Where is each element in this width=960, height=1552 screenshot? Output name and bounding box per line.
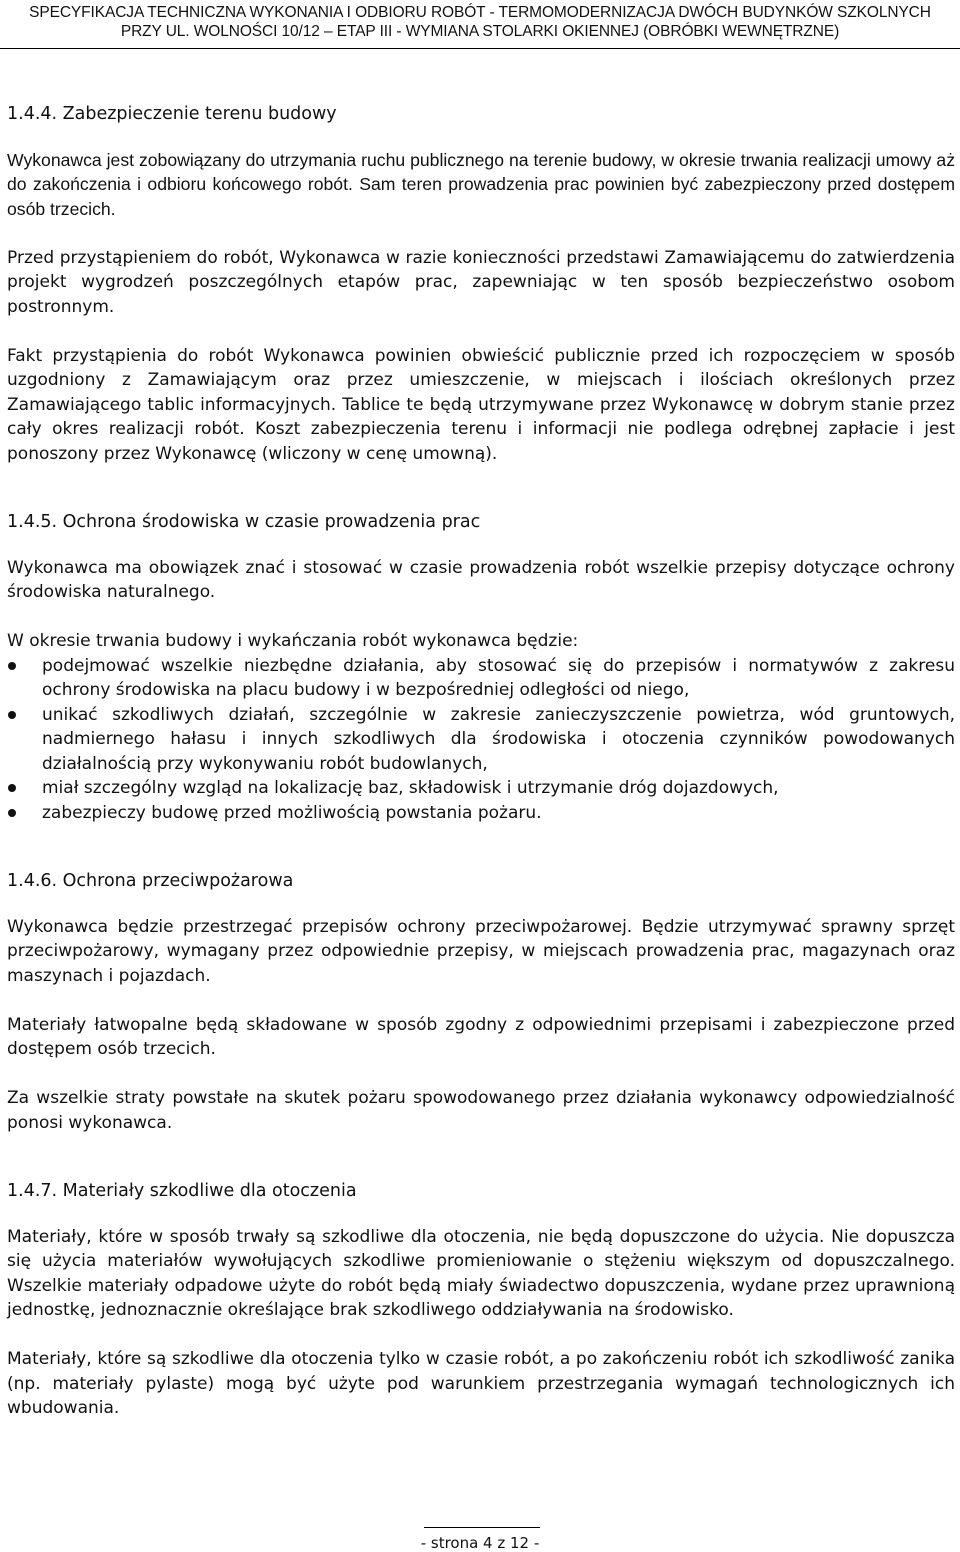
paragraph: Wykonawca będzie przestrzegać przepisów ochrony przeciwpożarowej. Będzie utrzymywać sprawny sprzęt przeciwpożarowy, wymagany przez odpowiednie przepisy, w miejscach prowadzenia prac, magazynach oraz maszynach i pojazdach. bbox=[7, 916, 955, 986]
list-item bbox=[7, 776, 955, 801]
footer-divider bbox=[424, 1527, 540, 1528]
section-heading-1-4-5: 1.4.5. Ochrona środowiska w czasie prowadzenia prac bbox=[7, 512, 481, 532]
bullet-list bbox=[7, 654, 955, 826]
paragraph: Materiały łatwopalne będą składowane w sposób zgodny z odpowiednimi przepisami i zabezpieczone przed dostępem osób trzecich. bbox=[7, 1014, 955, 1059]
section-heading-1-4-7: 1.4.7. Materiały szkodliwe dla otoczenia bbox=[7, 1181, 357, 1201]
paragraph: Materiały, które są szkodliwe dla otoczenia tylko w czasie robót, a po zakończeniu robót ich szkodliwość zanika (np. materiały pylaste) mogą być użyte pod warunkiem przestrzegania wymagań technologicznych ich wbudowania. bbox=[7, 1349, 955, 1418]
list-item bbox=[7, 801, 955, 826]
bullet-icon bbox=[8, 711, 16, 719]
paragraph: W okresie trwania budowy i wykańczania robót wykonawca będzie: bbox=[7, 631, 579, 651]
document-header bbox=[0, 0, 960, 49]
section-heading-1-4-4: 1.4.4. Zabezpieczenie terenu budowy bbox=[7, 104, 337, 124]
bullet-icon bbox=[8, 662, 16, 670]
document-body bbox=[7, 102, 955, 1421]
list-item bbox=[7, 703, 955, 777]
paragraph: Materiały, które w sposób trwały są szkodliwe dla otoczenia, nie będą dopuszczone do użycia. Nie dopuszcza się użycia materiałów wywołujących szkodliwe promieniowanie o stężeniu większym od dopuszczalnego. Wszelkie materiały odpadowe użyte do robót będą miały świadectwo dopuszczenia, wydane przez uprawnioną jednostkę, jednoznacznie określające brak szkodliwego oddziaływania na środowisko. bbox=[7, 1226, 955, 1320]
paragraph: Za wszelkie straty powstałe na skutek pożaru spowodowanego przez działania wykonawcy odpowiedzialność ponosi wykonawca. bbox=[7, 1088, 955, 1133]
bullet-icon bbox=[8, 809, 16, 817]
list-item-text: zabezpieczy budowę przed możliwością powstania pożaru. bbox=[42, 802, 542, 823]
list-item bbox=[7, 654, 955, 703]
list-item-text: unikać szkodliwych działań, szczególnie w zakresie zanieczyszczenie powietrza, wód gruntowych, nadmiernego hałasu i innych szkodliwych dla środowiska i otoczenia czynników powodowanych działalnością przy wykonywaniu robót budowlanych, bbox=[42, 704, 955, 774]
page-number: - strona 4 z 12 - bbox=[420, 1534, 540, 1552]
paragraph: Wykonawca jest zobowiązany do utrzymania ruchu publicznego na terenie budowy, w okresie trwania realizacji umowy aż do zakończenia i odbioru końcowego robót. Sam teren prowadzenia prac powinien być zabezpieczony przed dostępem osób trzecich. bbox=[7, 149, 955, 219]
section-heading-1-4-6: 1.4.6. Ochrona przeciwpożarowa bbox=[7, 871, 294, 891]
list-item-text: miał szczególny wzgląd na lokalizację baz, składowisk i utrzymanie dróg dojazdowych, bbox=[42, 778, 779, 798]
paragraph: Fakt przystąpienia do robót Wykonawca powinien obwieścić publicznie przed ich rozpoczęciem w sposób uzgodniony z Zamawiającym oraz przez umieszczenie, w miejscach i ilościach określonych przez Zamawiającego tablic informacyjnych. Tablice te będą utrzymywane przez Wykonawcę w dobrym stanie przez cały okres realizacji robót. Koszt zabezpieczenia terenu i informacji nie podlega odrębnej zapłacie i jest ponoszony przez Wykonawcę (wliczony w cenę umowną). bbox=[7, 345, 955, 464]
bullet-icon bbox=[8, 784, 16, 792]
list-item-text: podejmować wszelkie niezbędne działania, aby stosować się do przepisów i normatywów z zakresu ochrony środowiska na placu budowy i w bezpośredniej odległości od niego, bbox=[42, 655, 955, 700]
paragraph: Przed przystąpieniem do robót, Wykonawca w razie konieczności przedstawi Zamawiającemu do zatwierdzenia projekt wygrodzeń poszczególnych etapów prac, zapewniając w ten sposób bezpieczeństwo osobom postronnym. bbox=[7, 247, 955, 317]
paragraph: Wykonawca ma obowiązek znać i stosować w czasie prowadzenia robót wszelkie przepisy dotyczące ochrony środowiska naturalnego. bbox=[7, 557, 955, 602]
header-title-line-2: PRZY UL. WOLNOŚCI 10/12 – ETAP III - WYMIANA STOLARKI OKIENNEJ (OBRÓBKI WEWNĘTRZNE) bbox=[120, 23, 840, 40]
header-title-line-1: SPECYFIKACJA TECHNICZNA WYKONANIA I ODBIORU ROBÓT - TERMOMODERNIZACJA DWÓCH BUDYNKÓW SZKOLNYCH bbox=[29, 4, 931, 21]
